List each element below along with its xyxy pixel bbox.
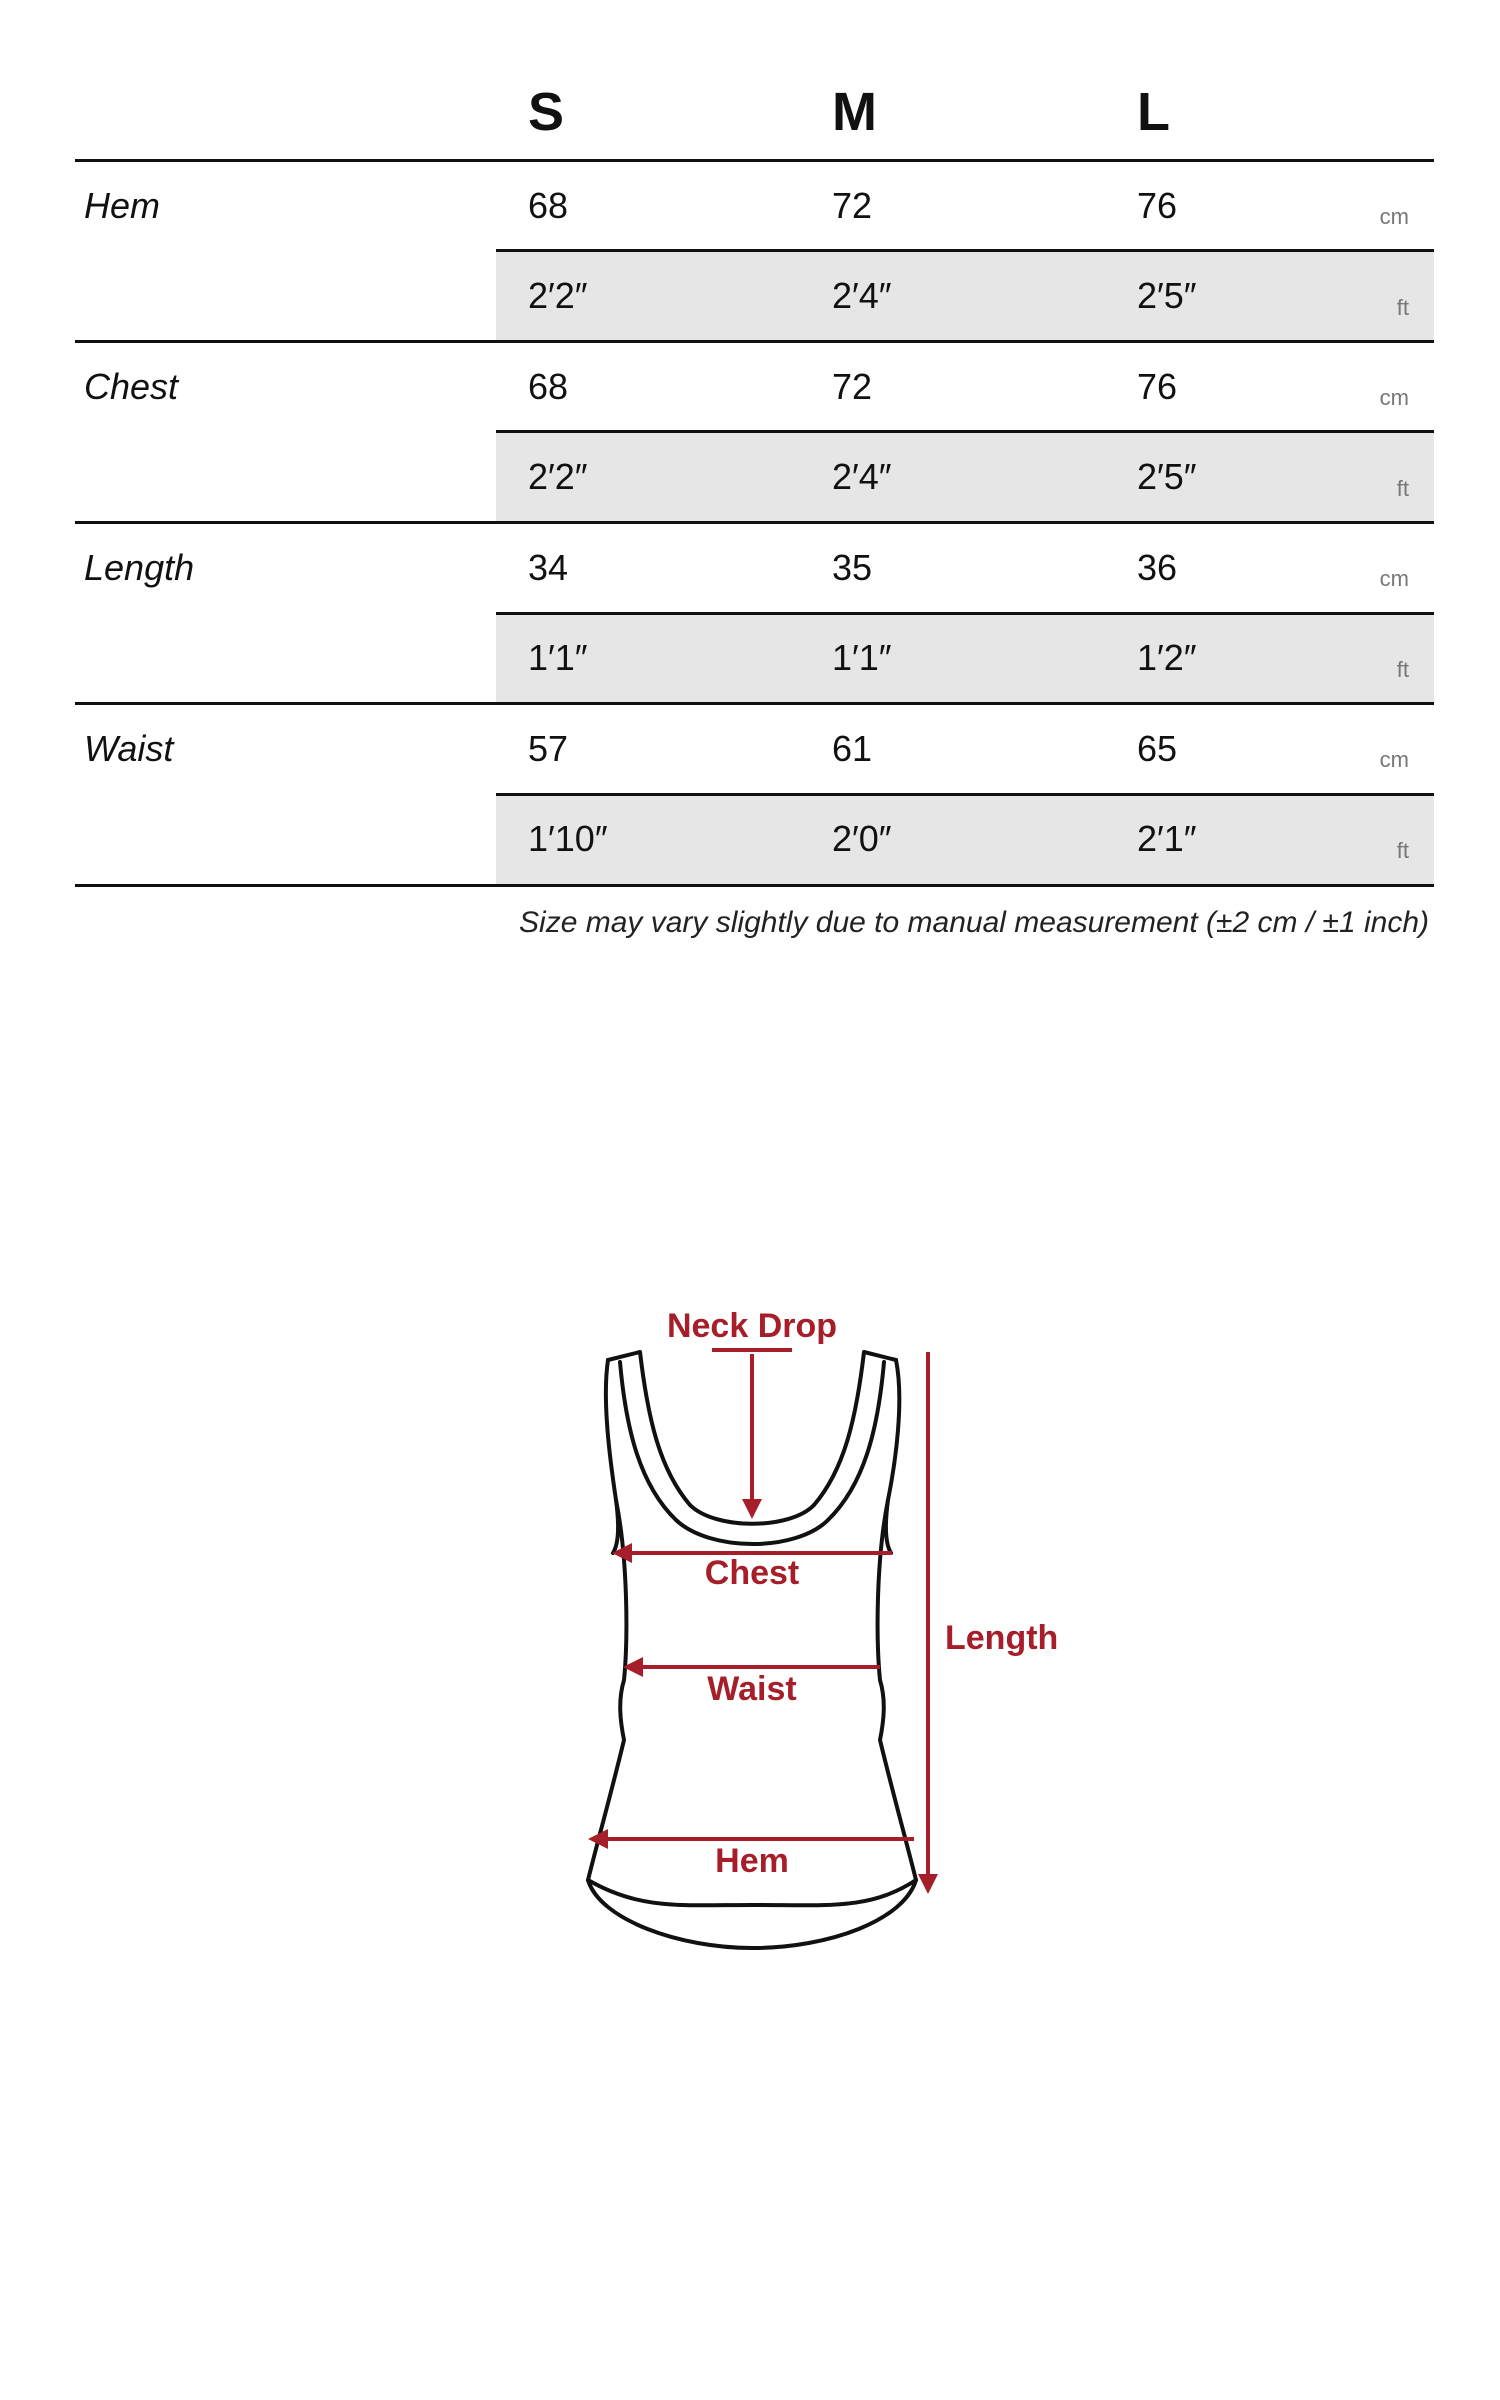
hem-ft-m: 2′4″: [832, 275, 892, 316]
chest-ft-m: 2′4″: [832, 456, 892, 497]
hem-ft-l: 2′5″: [1137, 275, 1197, 316]
measurement-arrows: [592, 1350, 928, 1890]
chest-cm-m: 72: [832, 366, 873, 407]
waist-ft-m: 2′0″: [832, 818, 892, 859]
unit-cm-label: cm: [1379, 747, 1409, 772]
row-divider: [496, 249, 1434, 252]
length-ft-s: 1′1″: [528, 637, 588, 678]
garment-outline: [588, 1352, 916, 1948]
chest-ft-l: 2′5″: [1137, 456, 1197, 497]
hem-cm-m: 72: [832, 185, 873, 226]
group-divider: [75, 521, 1434, 524]
measurement-label-hem: Hem: [84, 185, 161, 226]
length-cm-s: 34: [528, 547, 569, 588]
length-ft-m: 1′1″: [832, 637, 892, 678]
waist-cm-l: 65: [1137, 728, 1178, 769]
table-bottom-rule: [75, 884, 1434, 887]
chest-ft-s: 2′2″: [528, 456, 588, 497]
unit-cm-label: cm: [1379, 204, 1409, 229]
ft-row-band-hem: [496, 251, 1434, 340]
unit-ft-label: ft: [1396, 476, 1409, 501]
length-cm-m: 35: [832, 547, 873, 588]
size-header-l: L: [1137, 82, 1170, 142]
measurement-label-chest: Chest: [84, 366, 179, 407]
unit-cm-label: cm: [1379, 385, 1409, 410]
hem-cm-l: 76: [1137, 185, 1178, 226]
length-ft-l: 1′2″: [1137, 637, 1197, 678]
length-label: Length: [945, 1619, 1059, 1657]
chest-cm-s: 68: [528, 366, 569, 407]
unit-ft-label: ft: [1396, 657, 1409, 682]
hem-label: Hem: [715, 1842, 789, 1880]
neck-drop-label: Neck Drop: [666, 1307, 838, 1345]
row-divider: [496, 793, 1434, 796]
length-cm-l: 36: [1137, 547, 1178, 588]
waist-cm-s: 57: [528, 728, 569, 769]
group-divider: [75, 702, 1434, 705]
table-top-rule: [75, 159, 1434, 162]
ft-row-band-waist: [496, 795, 1434, 884]
row-divider: [496, 430, 1434, 433]
ft-row-band-chest: [496, 432, 1434, 521]
waist-label: Waist: [707, 1670, 797, 1708]
hem-cm-s: 68: [528, 185, 569, 226]
row-divider: [496, 612, 1434, 615]
size-header-m: M: [832, 82, 877, 142]
unit-cm-label: cm: [1379, 566, 1409, 591]
group-divider: [75, 340, 1434, 343]
unit-ft-label: ft: [1396, 838, 1409, 863]
waist-ft-s: 1′10″: [528, 818, 608, 859]
measurement-label-length: Length: [84, 547, 195, 588]
measurement-note: Size may vary slightly due to manual measurement (±2 cm / ±1 inch): [519, 906, 1429, 939]
unit-ft-label: ft: [1396, 295, 1409, 320]
chest-cm-l: 76: [1137, 366, 1178, 407]
waist-cm-m: 61: [832, 728, 873, 769]
ft-row-band-length: [496, 614, 1434, 703]
size-header-s: S: [528, 82, 565, 142]
waist-ft-l: 2′1″: [1137, 818, 1197, 859]
hem-ft-s: 2′2″: [528, 275, 588, 316]
measurement-label-waist: Waist: [84, 728, 174, 769]
chest-label: Chest: [704, 1554, 800, 1592]
